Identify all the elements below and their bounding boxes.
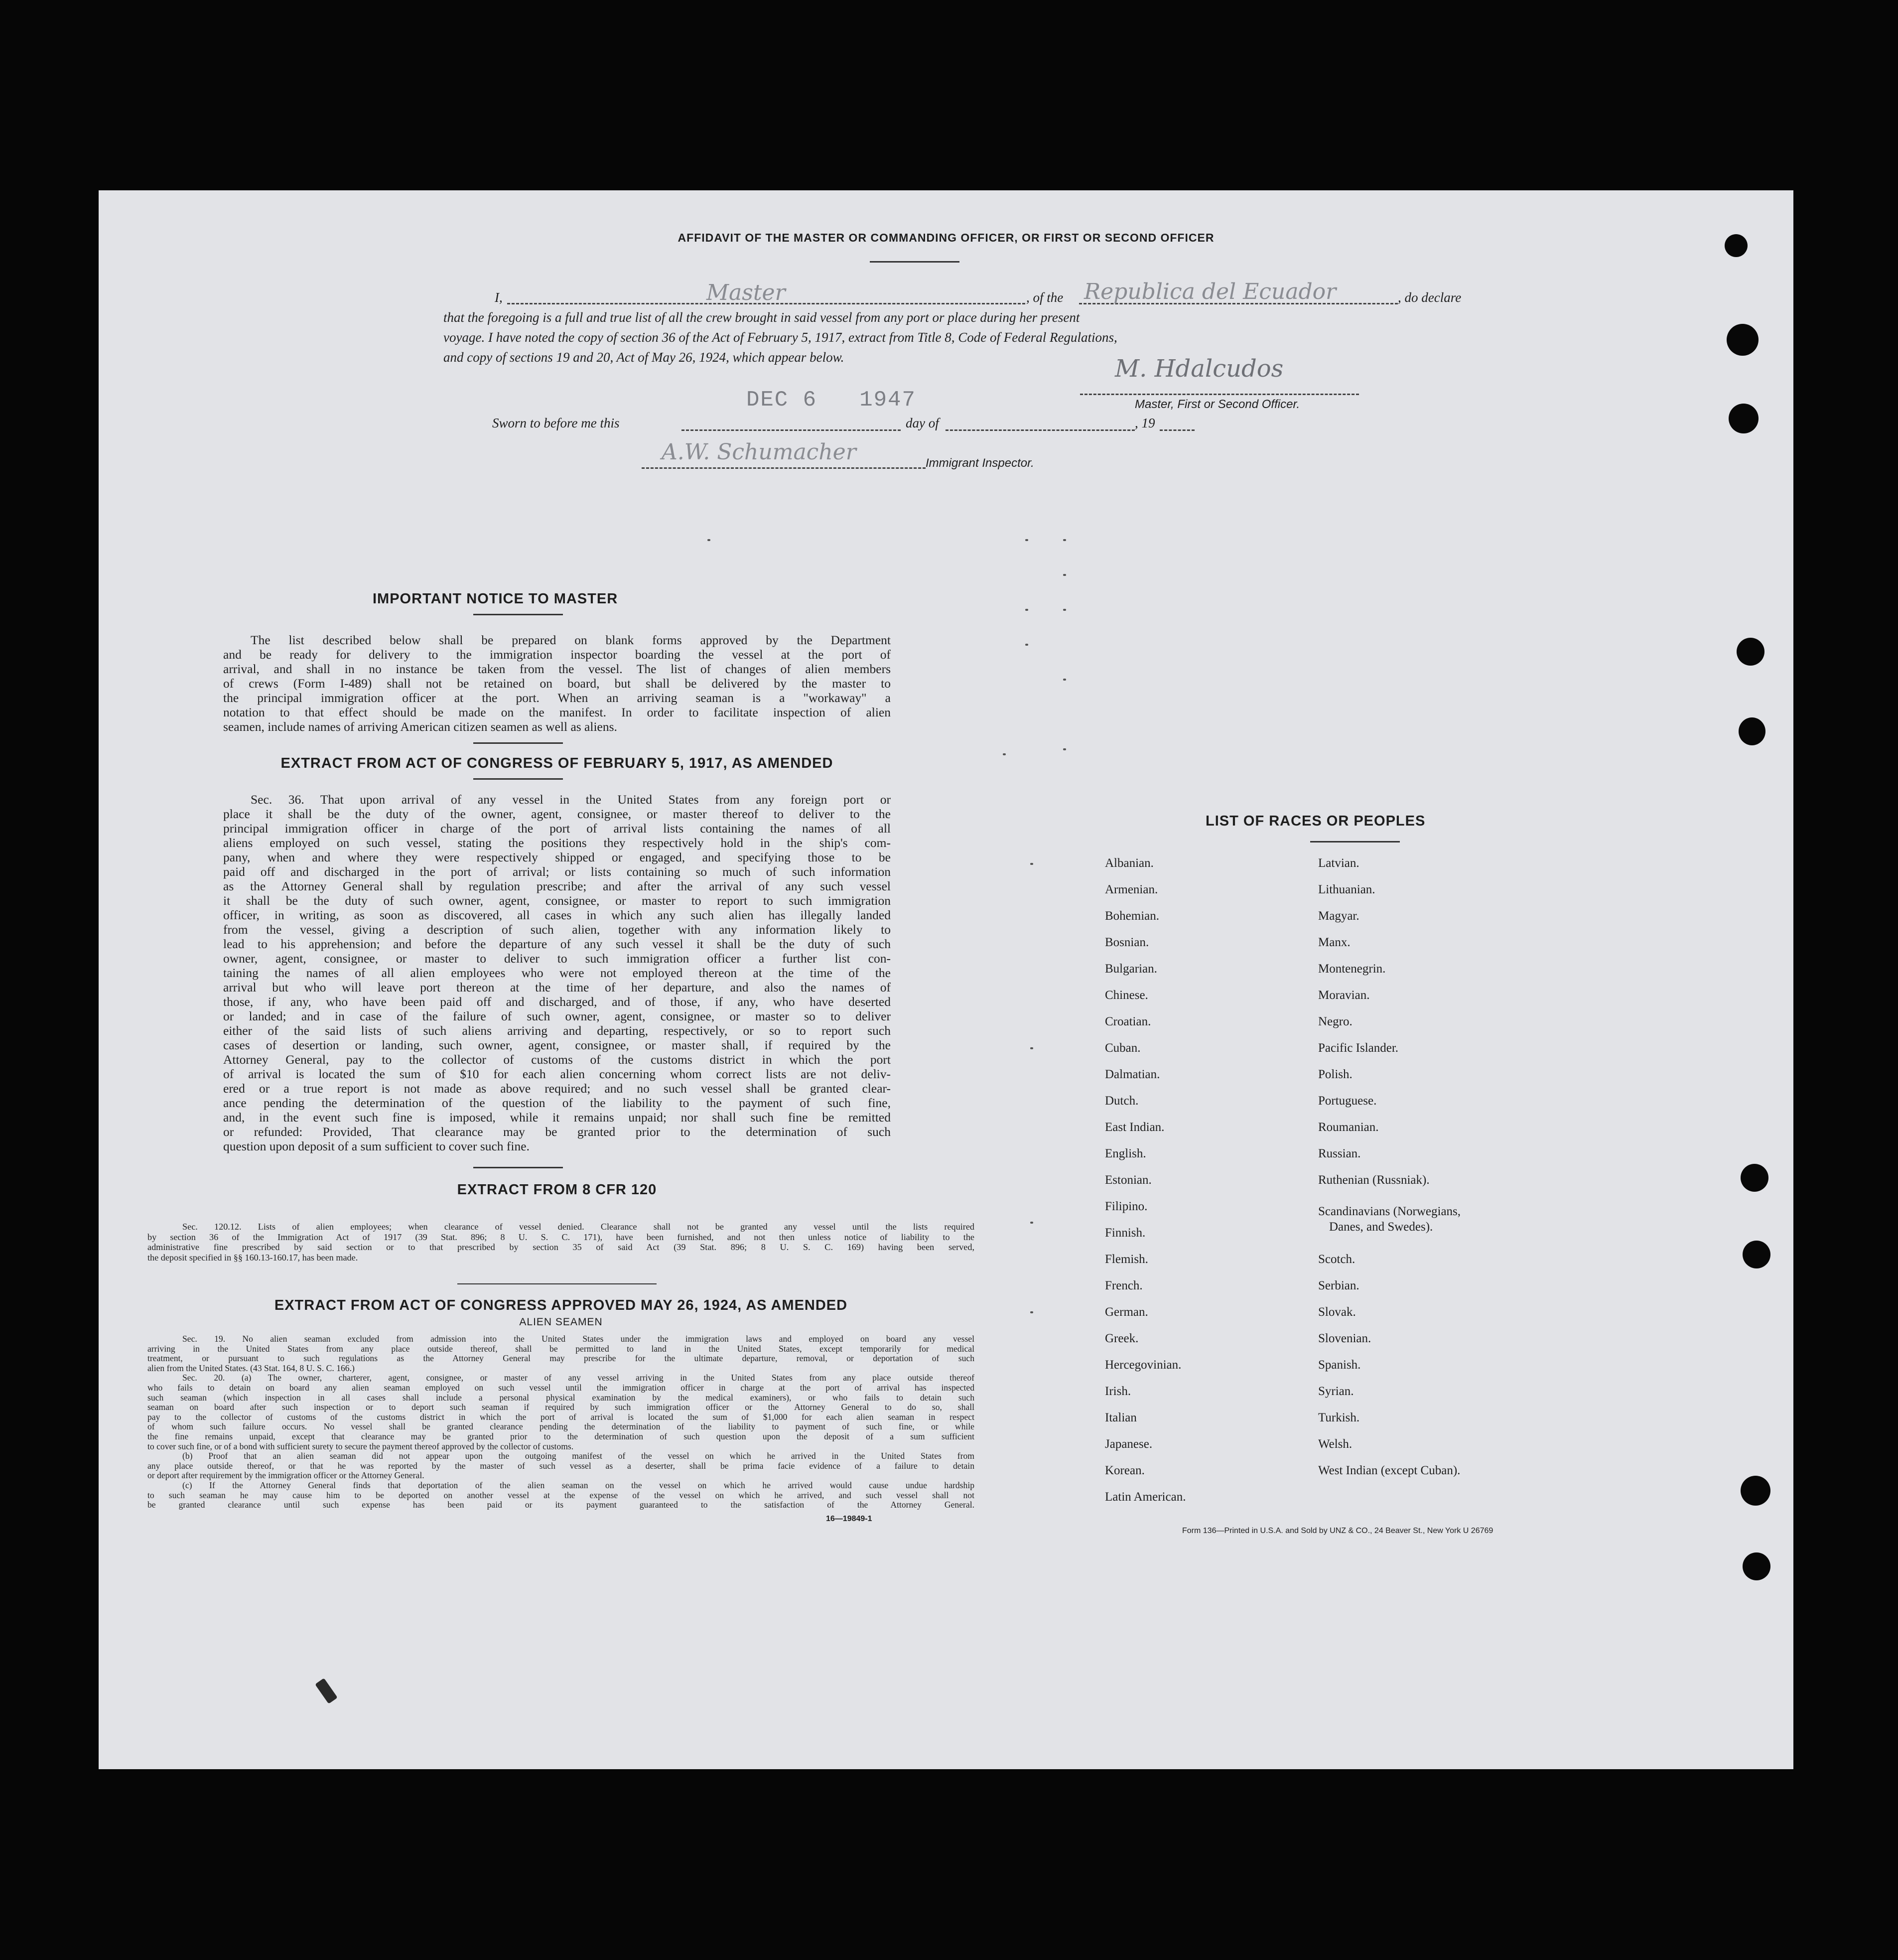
race-item: Syrian.	[1318, 1385, 1354, 1398]
race-item: Hercegovinian.	[1105, 1358, 1182, 1372]
inspector-caption: Immigrant Inspector.	[926, 456, 1034, 470]
master-caption: Master, First or Second Officer.	[1135, 398, 1300, 411]
sec36-line: it shall be the duty of such owner, agent, consignee, or master to report to such immigration	[223, 893, 891, 908]
scan-speck	[1030, 1047, 1033, 1049]
punch-hole	[1741, 1164, 1768, 1192]
print-code: 16—19849-1	[826, 1515, 872, 1523]
notice-rule	[473, 614, 563, 615]
race-item: East Indian.	[1105, 1120, 1165, 1134]
notice-line: seamen, include names of arriving American citizen seamen as well as aliens.	[223, 719, 617, 734]
sec19-line: Sec. 19. No alien seaman excluded from admission into the United States under the immigration laws and employed on board any vessel	[182, 1334, 974, 1344]
race-item: Scotch.	[1318, 1253, 1356, 1266]
affidavit-line-4: and copy of sections 19 and 20, Act of May 26, 1924, which appear below.	[443, 350, 844, 365]
sec36-line: those, if any, who have been paid off and discharged, and of those, if any, who have deserted	[223, 994, 891, 1009]
race-item: Turkish.	[1318, 1411, 1360, 1424]
race-item: Greek.	[1105, 1332, 1139, 1345]
race-item: German.	[1105, 1305, 1148, 1319]
sec36-line: place it shall be the duty of the owner, agent, consignee, or master thereof to deliver to the	[223, 807, 891, 821]
race-item: Latin American.	[1105, 1490, 1186, 1504]
notice-line: arrival, and shall in no instance be taken from the vessel. The list of changes of alien members	[223, 662, 891, 676]
sec36-line: ered or a true report is not made as above required; and no such vessel shall be granted clear-	[223, 1081, 891, 1096]
sec20-line: who fails to detain on board any alien seaman employed on such vessel until the immigration officer in charge at the port of arrival has inspected	[147, 1382, 974, 1393]
race-item: Bosnian.	[1105, 936, 1149, 949]
race-item: Irish.	[1105, 1385, 1131, 1398]
sec20-line: of whom such failure occurs. No vessel shall be granted clearance pending the determination of the liability to payment of such fine, or while	[147, 1421, 974, 1432]
sec36-line: officer, in writing, as soon as discovered, all cases in which any such alien has illegally landed	[223, 908, 891, 922]
cfr-line: the deposit specified in §§ 160.13-160.17, has been made.	[147, 1252, 358, 1262]
race-item: Armenian.	[1105, 883, 1158, 896]
sec20-line: to cover such fine, or of a bond with sufficient surety to secure the payment thereof approved by the collector of customs.	[147, 1441, 574, 1451]
sec20-line: (c) If the Attorney General finds that deportation of the alien seaman on the vessel on which he arrived would cause undue hardship	[182, 1480, 974, 1490]
punch-hole	[1729, 404, 1759, 433]
scan-speck	[1063, 574, 1066, 576]
sec19-line: alien from the United States. (43 Stat. 164, 8 U. S. C. 166.)	[147, 1363, 355, 1373]
races-heading: LIST OF RACES OR PEOPLES	[1206, 813, 1426, 829]
race-item: Croatian.	[1105, 1015, 1151, 1028]
scan-speck	[1025, 539, 1028, 541]
notice-text	[223, 633, 891, 734]
inspector-signature-line	[642, 467, 926, 469]
notice-line: of crews (Form I-489) shall not be retained on board, but shall be delivered by the master to	[223, 676, 891, 691]
race-item: Korean.	[1105, 1464, 1145, 1477]
sec36-line: or landed; and in case of the failure of such owner, agent, consignee, or master so to deliver	[223, 1009, 891, 1023]
races-rule	[1310, 841, 1400, 842]
race-item: Serbian.	[1318, 1279, 1359, 1292]
race-item: Cuban.	[1105, 1041, 1141, 1055]
scan-speck	[1030, 1311, 1033, 1313]
race-item: Ruthenian (Russniak).	[1318, 1173, 1430, 1187]
sec36-line: ance pending the determination of the question of the liability to the payment of such fine,	[223, 1096, 891, 1110]
month-line	[946, 429, 1135, 431]
cfr-line: administrative fine prescribed by said section or to that prescribed by section 35 of said Act (39 Stat. 896; 8 U. S. C. 169) having been served,	[147, 1242, 974, 1252]
race-item: Polish.	[1318, 1068, 1353, 1081]
race-item: Slovak.	[1318, 1305, 1356, 1319]
race-item: Slovenian.	[1318, 1332, 1371, 1345]
document-page	[99, 190, 1793, 1769]
sec20-line: any place outside thereof, or that he was reported by the master of such vessel as a deserter, shall be prima facie evidence of a failure to detain	[147, 1460, 974, 1471]
scan-speck	[1063, 679, 1066, 681]
of-the-label: , of the	[1026, 290, 1064, 305]
sec20-line: the fine remains unpaid, except that clearance may be granted prior to the determination of such question upon the deposit of a sum sufficient	[147, 1431, 974, 1441]
sec36-line: or refunded: Provided, That clearance may be granted prior to the determination of such	[223, 1124, 891, 1139]
punch-hole	[1725, 234, 1748, 257]
sec20-line: such seaman (which inspection in all cases shall include a personal physical examination by the medical examiners), or who fails to detain such	[147, 1392, 974, 1402]
year-label: , 19	[1135, 416, 1155, 430]
affidavit-line-2: that the foregoing is a full and true list of all the crew brought in said vessel from any port or place during her present	[443, 310, 1080, 325]
scan-speck	[1063, 609, 1066, 611]
race-item: Latvian.	[1318, 856, 1359, 870]
sec36-line: Attorney General, pay to the collector of customs of the customs district in which the port	[223, 1052, 891, 1067]
race-item: Albanian.	[1105, 856, 1154, 870]
scan-speck	[1025, 609, 1028, 611]
sworn-label: Sworn to before me this	[492, 416, 620, 430]
race-item: Estonian.	[1105, 1173, 1152, 1187]
race-item: Pacific Islander.	[1318, 1041, 1399, 1055]
race-item: Lithuanian.	[1318, 883, 1375, 896]
scan-speck	[1003, 753, 1006, 755]
cfr-line: Sec. 120.12. Lists of alien employees; when clearance of vessel denied. Clearance shall not be granted any vessel until the lists required	[182, 1222, 974, 1232]
scan-speck	[1030, 863, 1033, 865]
sec20-line: or deport after requirement by the immigration officer or the Attorney General.	[147, 1470, 424, 1481]
extract-1917-heading: EXTRACT FROM ACT OF CONGRESS OF FEBRUARY 5, 1917, AS AMENDED	[280, 755, 833, 771]
sec36-line: as the Attorney General shall by regulation prescribe; and after the arrival of any such vessel	[223, 879, 891, 893]
race-item: Italian	[1105, 1411, 1137, 1424]
race-item: West Indian (except Cuban).	[1318, 1464, 1461, 1477]
extract-1917-text	[223, 792, 891, 1153]
notice-line: The list described below shall be prepared on blank forms approved by the Department	[251, 633, 891, 647]
race-item: Chinese.	[1105, 988, 1148, 1002]
sec36-line: and, in the event such fine is imposed, while it remains unpaid; nor shall such fine be remitted	[223, 1110, 891, 1124]
affidavit-title: AFFIDAVIT OF THE MASTER OR COMMANDING OFFICER, OR FIRST OR SECOND OFFICER	[678, 231, 1215, 244]
race-item: Flemish.	[1105, 1253, 1148, 1266]
race-item: Dalmatian.	[1105, 1068, 1160, 1081]
race-item: English.	[1105, 1147, 1146, 1160]
affidavit-line-3: voyage. I have noted the copy of section 36 of the Act of February 5, 1917, extract from Title 8, Code of Federal Regulations,	[443, 330, 1117, 345]
cfr-text	[147, 1222, 974, 1262]
punch-hole	[1739, 717, 1765, 745]
race-item: Manx.	[1318, 936, 1351, 949]
race-item: Bulgarian.	[1105, 962, 1157, 976]
sec36-line: cases of desertion or landing, such owner, agent, consignee, or master shall, if required by the	[223, 1038, 891, 1052]
sec20-line: seaman on board after such inspection or to deport such seaman if required by such immigration officer or the Attorney General to do so, shall	[147, 1402, 974, 1412]
punch-hole	[1737, 638, 1764, 666]
scan-speck	[707, 539, 710, 541]
sec36-line: taining the names of all alien employees who were not employed thereon at the time of the	[223, 966, 891, 980]
form-footer: Form 136—Printed in U.S.A. and Sold by UNZ & CO., 24 Beaver St., New York U 26769	[1182, 1527, 1493, 1535]
master-name-handwritten: Master	[706, 280, 786, 305]
sec36-line: lead to his apprehension; and before the departure of any such vessel it shall be the duty of such	[223, 937, 891, 951]
sec36-line: principal immigration officer in charge of the port of arrival lists containing the names of all	[223, 821, 891, 836]
race-item: Moravian.	[1318, 988, 1370, 1002]
scan-speck	[1063, 748, 1066, 750]
race-item: Filipino.	[1105, 1200, 1148, 1213]
notice-heading: IMPORTANT NOTICE TO MASTER	[373, 591, 618, 607]
sec36-line: from the vessel, giving a description of such alien, together with any information likely to	[223, 922, 891, 937]
cfr-line: by section 36 of the Immigration Act of 1917 (39 Stat. 896; 8 U. S. C. 171), have been furnished, and not then unless notice of liability to the	[147, 1232, 974, 1242]
sec20-line: be granted clearance until such expense has been paid or its payment guaranteed to the satisfaction of the Attorney General.	[147, 1500, 974, 1510]
master-signature-line	[1080, 394, 1359, 395]
title-rule	[870, 261, 959, 263]
race-item: Bohemian.	[1105, 909, 1160, 923]
year-line	[1160, 429, 1195, 431]
sec36-line: either of the said lists of such aliens arriving and departing, respectively, or so to report such	[223, 1023, 891, 1038]
vessel-name-handwritten: Republica del Ecuador	[1084, 279, 1337, 304]
ink-smudge	[315, 1678, 338, 1704]
race-item: Finnish.	[1105, 1226, 1146, 1240]
punch-hole	[1743, 1552, 1770, 1580]
race-item: Russian.	[1318, 1147, 1361, 1160]
race-item: Danes, and Swedes).	[1329, 1220, 1433, 1234]
scan-speck	[1030, 1222, 1033, 1224]
race-item: Spanish.	[1318, 1358, 1361, 1372]
sec20-line: Sec. 20. (a) The owner, charterer, agent, consignee, or master of any vessel arriving in the United States from any place outside thereof	[182, 1373, 974, 1383]
sec19-line: arriving in the United States from any place outside thereof, shall be permitted to land in the United States, except temporarily for medical	[147, 1343, 974, 1354]
sworn-day-line	[681, 429, 901, 431]
punch-hole	[1743, 1241, 1770, 1268]
inspector-signature: A.W. Schumacher	[662, 439, 856, 465]
sec36-line: paid off and discharged in the port of arrival; or lists containing so much of such information	[223, 864, 891, 879]
notice-line: the principal immigration officer at the port. When an arriving seaman is a "workaway" a	[223, 691, 891, 705]
date-stamp: DEC 6 1947	[746, 388, 916, 413]
sec36-line: aliens employed on such vessel, stating the positions they respectively hold in the ship's com-	[223, 836, 891, 850]
scan-speck	[1025, 644, 1028, 646]
race-item: Japanese.	[1105, 1437, 1153, 1451]
extract-1924-heading: EXTRACT FROM ACT OF CONGRESS APPROVED MAY 26, 1924, AS AMENDED	[274, 1297, 848, 1313]
race-item: Montenegrin.	[1318, 962, 1386, 976]
race-item: Magyar.	[1318, 909, 1359, 923]
sec20-line: (b) Proof that an alien seaman did not appear upon the outgoing manifest of the vessel on which he arrived in the United States from	[182, 1451, 974, 1461]
notice-line: and be ready for delivery to the immigration inspector boarding the vessel at the port of	[223, 647, 891, 662]
sec20-line: to such seaman he may cause him to be deported on another vessel at the expense of the vessel on which he arrived, and such vessel shall not	[147, 1490, 974, 1500]
sec36-line: Sec. 36. That upon arrival of any vessel in the United States from any foreign port or	[251, 792, 891, 807]
sec36-line: arrival but who will leave port thereon at the time of her departure, and also the names of	[223, 980, 891, 994]
notice-line: notation to that effect should be made on the manifest. In order to facilitate inspection of alien	[223, 705, 891, 719]
race-item: French.	[1105, 1279, 1143, 1292]
punch-hole	[1741, 1476, 1770, 1506]
sec36-line: owner, agent, consignee, or master to deliver to such immigration officer a further list con-	[223, 951, 891, 966]
sec36-line: pany, when and where they were respectively shipped or engaged, and specifying those to be	[223, 850, 891, 864]
notice-separator	[473, 742, 563, 744]
punch-hole	[1727, 324, 1759, 356]
sec20-line: pay to the collector of customs of the customs district in which the port of arrival is located the sum of $1,000 for each alien seaman in respect	[147, 1411, 974, 1422]
race-item: Scandinavians (Norwegians,	[1318, 1205, 1461, 1218]
master-signature: M. Hdalcudos	[1115, 355, 1284, 383]
i-label: I,	[495, 290, 503, 305]
day-of-label: day of	[906, 416, 939, 430]
declare-label: , do declare	[1398, 290, 1462, 305]
extract-1917-separator	[473, 1167, 563, 1168]
sec36-line: of arrival is located the sum of $10 for each alien concerning whom correct lists are not deliv-	[223, 1067, 891, 1081]
race-item: Negro.	[1318, 1015, 1353, 1028]
race-item: Portuguese.	[1318, 1094, 1377, 1108]
cfr-separator	[457, 1283, 657, 1284]
extract-1924-text	[147, 1334, 974, 1510]
sec19-line: treatment, or pursuant to such regulations as the Attorney General may prescribe for the ultimate departure, removal, or deportation of such	[147, 1353, 974, 1364]
race-item: Dutch.	[1105, 1094, 1139, 1108]
extract-1917-rule	[473, 778, 563, 780]
cfr-heading: EXTRACT FROM 8 CFR 120	[457, 1182, 657, 1198]
race-item: Welsh.	[1318, 1437, 1353, 1451]
sec36-line: question upon deposit of a sum sufficient to cover such fine.	[223, 1139, 530, 1153]
race-item: Roumanian.	[1318, 1120, 1379, 1134]
extract-1924-subheading: ALIEN SEAMEN	[519, 1316, 603, 1328]
scan-speck	[1063, 539, 1066, 541]
